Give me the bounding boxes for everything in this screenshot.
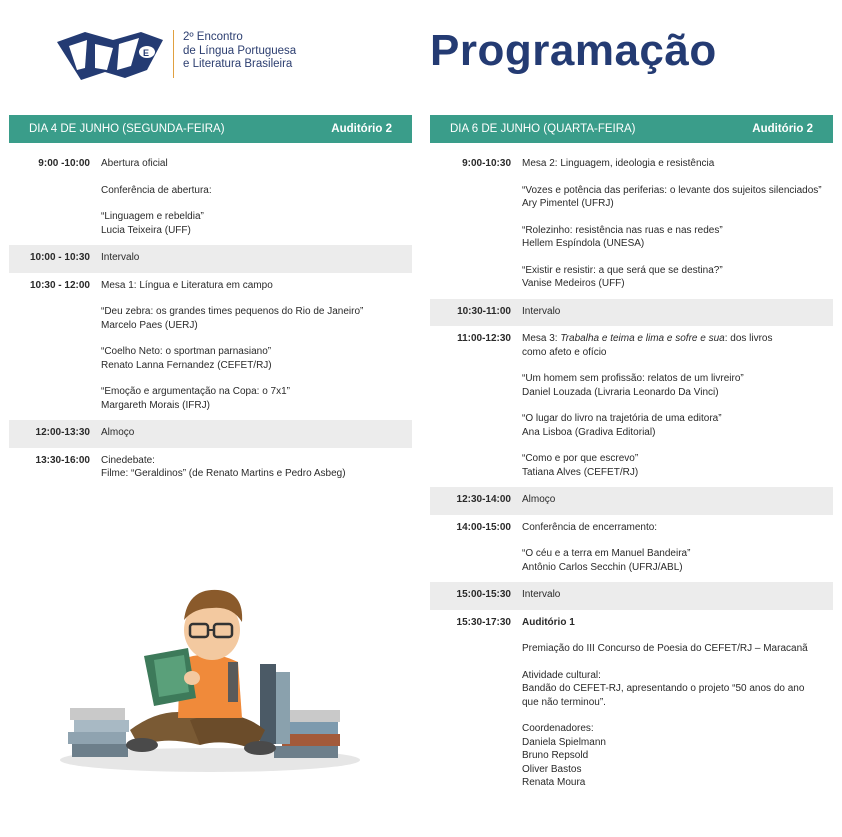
schedule-time: 12:30-14:00 [456, 494, 511, 505]
schedule-description [101, 279, 412, 415]
page-title: Programação [430, 26, 717, 75]
schedule-item-text: “Como e por que escrevo” Tatiana Alves (CEFET/RJ) [522, 453, 639, 478]
schedule-item-text: Almoço [101, 427, 135, 438]
schedule-row [9, 450, 412, 487]
schedule-row [9, 420, 412, 448]
schedule-time: 9:00-10:30 [462, 158, 511, 169]
schedule-day-1 [9, 115, 412, 487]
schedule-item-text: Cinedebate: Filme: “Geraldinos” (de Renato Martins e Pedro Asbeg) [101, 454, 346, 479]
event-logo [55, 28, 305, 84]
schedule-row [430, 299, 833, 327]
logo-text [183, 31, 296, 72]
schedule-description [101, 157, 412, 239]
schedule-item-text: Mesa 2: Linguagem, ideologia e resistência [522, 158, 715, 169]
schedule-room-label: Auditório 1 [522, 616, 575, 628]
schedule-time: 9:00 -10:00 [38, 158, 90, 169]
schedule-item-text: “O lugar do livro na trajetória de uma editora” Ana Lisboa (Gradiva Editorial) [522, 413, 722, 438]
schedule-description [522, 588, 833, 604]
schedule-description [522, 305, 833, 321]
schedule-item-text: Conferência de abertura: [101, 184, 212, 196]
schedule-item-text: Intervalo [101, 252, 140, 263]
schedule-item-text: “Coelho Neto: o sportman parnasiano” Renato Lanna Fernandez (CEFET/RJ) [101, 346, 272, 371]
schedule-item-text: “Um homem sem profissão: relatos de um livreiro” Daniel Louzada (Livraria Leonardo Da Vinci) [522, 373, 744, 398]
schedule-row [430, 487, 833, 515]
schedule-item-text: “Vozes e potência das periferias: o levante dos sujeitos silenciados” Ary Pimentel (UFRJ) [522, 184, 822, 209]
schedule-item-text: Abertura oficial [101, 158, 168, 169]
schedule-description [522, 157, 833, 293]
schedule-item-text: Atividade cultural: Bandão do CEFET-RJ, apresentando o projeto “50 anos do ano que não terminou”. [522, 669, 805, 708]
day-1-date: DIA 4 DE JUNHO (SEGUNDA-FEIRA) [29, 123, 225, 135]
schedule-row [430, 328, 833, 485]
schedule-description [101, 426, 412, 442]
session-title-suffix: : dos livros como afeto e ofício [522, 333, 773, 358]
day-2-room: Auditório 2 [752, 123, 813, 135]
schedule-item-text: “Emoção e argumentação na Copa: o 7x1” Margareth Morais (IFRJ) [101, 386, 290, 411]
schedule-item-text: “O céu e a terra em Manuel Bandeira” Antônio Carlos Secchin (UFRJ/ABL) [522, 548, 691, 573]
schedule-row [9, 153, 412, 243]
schedule-item-text: “Linguagem e rebeldia” Lucia Teixeira (UFF) [101, 211, 204, 236]
schedule-description [101, 251, 412, 267]
schedule-session-title [522, 332, 833, 359]
schedule-description [522, 493, 833, 509]
logo-line-1: 2º Encontro [183, 31, 243, 43]
day-2-date: DIA 6 DE JUNHO (QUARTA-FEIRA) [450, 123, 636, 135]
day-2-rows [430, 153, 833, 796]
schedule-time: 15:30-17:30 [456, 616, 511, 628]
session-title-prefix: Mesa 3: [522, 333, 561, 344]
schedule-description [101, 454, 412, 483]
schedule-item-text: Almoço [522, 494, 556, 505]
logo-line-3: e Literatura Brasileira [183, 58, 293, 70]
day-1-rows [9, 153, 412, 487]
day-2-header [430, 115, 833, 143]
schedule-time: 12:00-13:30 [35, 427, 90, 438]
schedule-row [9, 245, 412, 273]
schedule-description [522, 332, 833, 481]
day-1-header [9, 115, 412, 143]
schedule-row [430, 582, 833, 610]
schedule-row [430, 612, 833, 796]
schedule-item-text: “Deu zebra: os grandes times pequenos do Rio de Janeiro” Marcelo Paes (UERJ) [101, 306, 364, 331]
schedule-row [9, 275, 412, 419]
day-1-room: Auditório 2 [331, 123, 392, 135]
schedule-time: 10:30-11:00 [457, 305, 511, 317]
schedule-item-text: Coordenadores: Daniela Spielmann Bruno Repsold Oliver Bastos Renata Moura [522, 723, 606, 788]
schedule-item-text: Premiação do III Concurso de Poesia do CEFET/RJ – Maracanã [522, 643, 808, 654]
schedule-item-text: “Rolezinho: resistência nas ruas e nas redes” Hellem Espíndola (UNESA) [522, 224, 723, 249]
schedule-time: 14:00-15:00 [456, 521, 511, 533]
schedule-item-text: Conferência de encerramento: [522, 521, 658, 533]
svg-text:E: E [143, 48, 150, 58]
schedule-day-2 [430, 115, 833, 796]
schedule-time: 13:30-16:00 [35, 454, 90, 466]
logo-line-2: de Língua Portuguesa [183, 44, 297, 57]
reading-student-illustration [60, 560, 380, 780]
schedule-item-text: “Existir e resistir: a que será que se destina?” Vanise Medeiros (UFF) [522, 264, 723, 289]
schedule-time: 11:00-12:30 [457, 333, 511, 344]
schedule-time: 15:00-15:30 [456, 589, 511, 600]
schedule-row [430, 153, 833, 297]
schedule-description [522, 616, 833, 792]
schedule-row [430, 517, 833, 581]
schedule-time: 10:30 - 12:00 [29, 279, 90, 291]
schedule-time: 10:00 - 10:30 [29, 252, 90, 263]
schedule-item-text: Intervalo [522, 589, 561, 600]
session-title-italic: Trabalha e teima e lima e sofre e sua [560, 333, 725, 344]
schedule-description [522, 521, 833, 577]
logo-mark-icon [55, 28, 167, 84]
schedule-item-text: Intervalo [522, 305, 561, 317]
schedule-item-text: Mesa 1: Língua e Literatura em campo [101, 279, 273, 291]
logo-divider [173, 30, 174, 78]
